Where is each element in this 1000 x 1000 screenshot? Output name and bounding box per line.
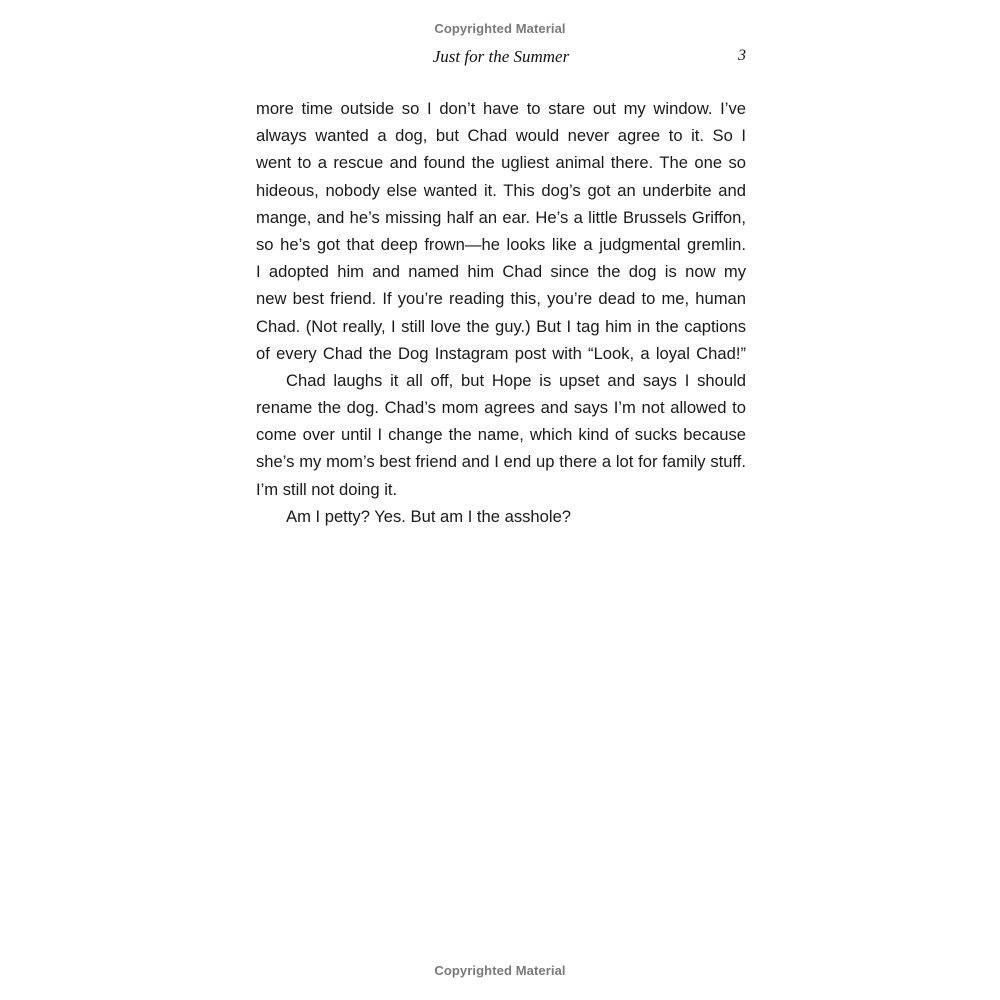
text-line: always wanted a dog, but Chad would never agree to it. So I bbox=[256, 126, 746, 146]
body-text bbox=[256, 95, 746, 530]
page-number: 3 bbox=[738, 47, 746, 64]
text-line: so he’s got that deep frown—he looks like a judgmental gremlin. bbox=[256, 234, 746, 254]
text-line: rename the dog. Chad’s mom agrees and says I’m not allowed to bbox=[256, 398, 746, 418]
text-line: Chad laughs it all off, but Hope is upset and says I should bbox=[286, 370, 746, 390]
text-line: Chad. (Not really, I still love the guy.) But I tag him in the captions bbox=[256, 316, 746, 336]
text-line: new best friend. If you’re reading this, you’re dead to me, human bbox=[256, 289, 746, 309]
text-line: I’m still not doing it. bbox=[256, 479, 398, 499]
text-line: come over until I change the name, which kind of sucks because bbox=[256, 425, 746, 445]
copyright-watermark-top: Copyrighted Material bbox=[434, 21, 566, 36]
text-line: hideous, nobody else wanted it. This dog’s got an underbite and bbox=[256, 180, 746, 200]
copyright-watermark-bottom: Copyrighted Material bbox=[434, 963, 566, 978]
book-title: Just for the Summer bbox=[432, 47, 570, 66]
text-line: I adopted him and named him Chad since the dog is now my bbox=[256, 262, 746, 282]
text-line: went to a rescue and found the ugliest animal there. The one so bbox=[256, 153, 746, 173]
text-line: Am I petty? Yes. But am I the asshole? bbox=[286, 506, 572, 526]
text-line: more time outside so I don’t have to stare out my window. I’ve bbox=[256, 99, 746, 118]
running-head bbox=[256, 45, 746, 69]
text-line: she’s my mom’s best friend and I end up there a lot for family stuff. bbox=[256, 452, 746, 472]
text-line: of every Chad the Dog Instagram post with “Look, a loyal Chad!” bbox=[256, 343, 746, 363]
text-line: mange, and he’s missing half an ear. He’s a little Brussels Griffon, bbox=[256, 207, 746, 227]
